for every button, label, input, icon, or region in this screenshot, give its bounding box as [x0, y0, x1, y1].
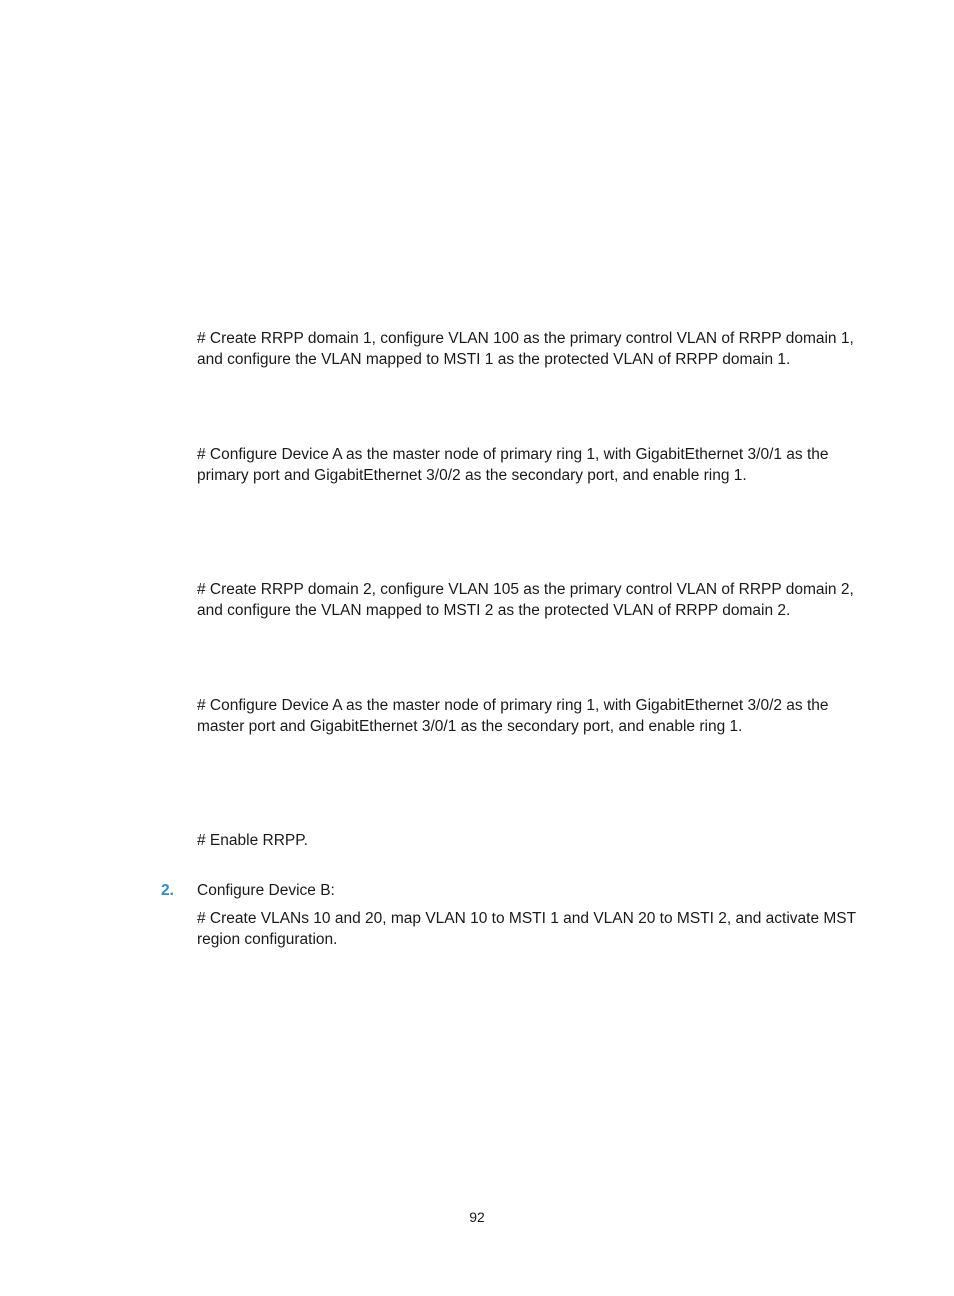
paragraph-create-rrpp-domain-1 — [197, 328, 869, 370]
paragraph-line: # Create RRPP domain 2, configure VLAN 105 as the primary control VLAN of RRPP domain 2, — [197, 581, 854, 598]
paragraph-line: # Enable RRPP. — [197, 832, 308, 849]
step-label: Configure Device B: — [197, 882, 335, 899]
paragraph-line: # Create RRPP domain 1, configure VLAN 100 as the primary control VLAN of RRPP domain 1, — [197, 330, 854, 347]
page-number: 92 — [469, 1209, 485, 1225]
paragraph-configure-master-node-ring-1 — [197, 444, 869, 486]
paragraph-line: # Configure Device A as the master node of primary ring 1, with GigabitEthernet 3/0/2 as the — [197, 697, 829, 714]
paragraph-line: and configure the VLAN mapped to MSTI 1 as the protected VLAN of RRPP domain 1. — [197, 351, 791, 368]
paragraph-create-rrpp-domain-2 — [197, 579, 869, 621]
paragraph-line: master port and GigabitEthernet 3/0/1 as the secondary port, and enable ring 1. — [197, 718, 743, 735]
paragraph-line: # Configure Device A as the master node of primary ring 1, with GigabitEthernet 3/0/1 as the — [197, 446, 829, 463]
step-number: 2. — [161, 882, 174, 899]
paragraph-line: region configuration. — [197, 931, 338, 948]
paragraph-line: primary port and GigabitEthernet 3/0/2 as the secondary port, and enable ring 1. — [197, 467, 747, 484]
paragraph-line: and configure the VLAN mapped to MSTI 2 as the protected VLAN of RRPP domain 2. — [197, 602, 791, 619]
paragraph-create-vlans — [197, 908, 869, 950]
paragraph-enable-rrpp — [197, 830, 869, 851]
paragraph-line: # Create VLANs 10 and 20, map VLAN 10 to MSTI 1 and VLAN 20 to MSTI 2, and activate MST — [197, 910, 857, 927]
paragraph-configure-master-node-domain-2 — [197, 695, 869, 737]
